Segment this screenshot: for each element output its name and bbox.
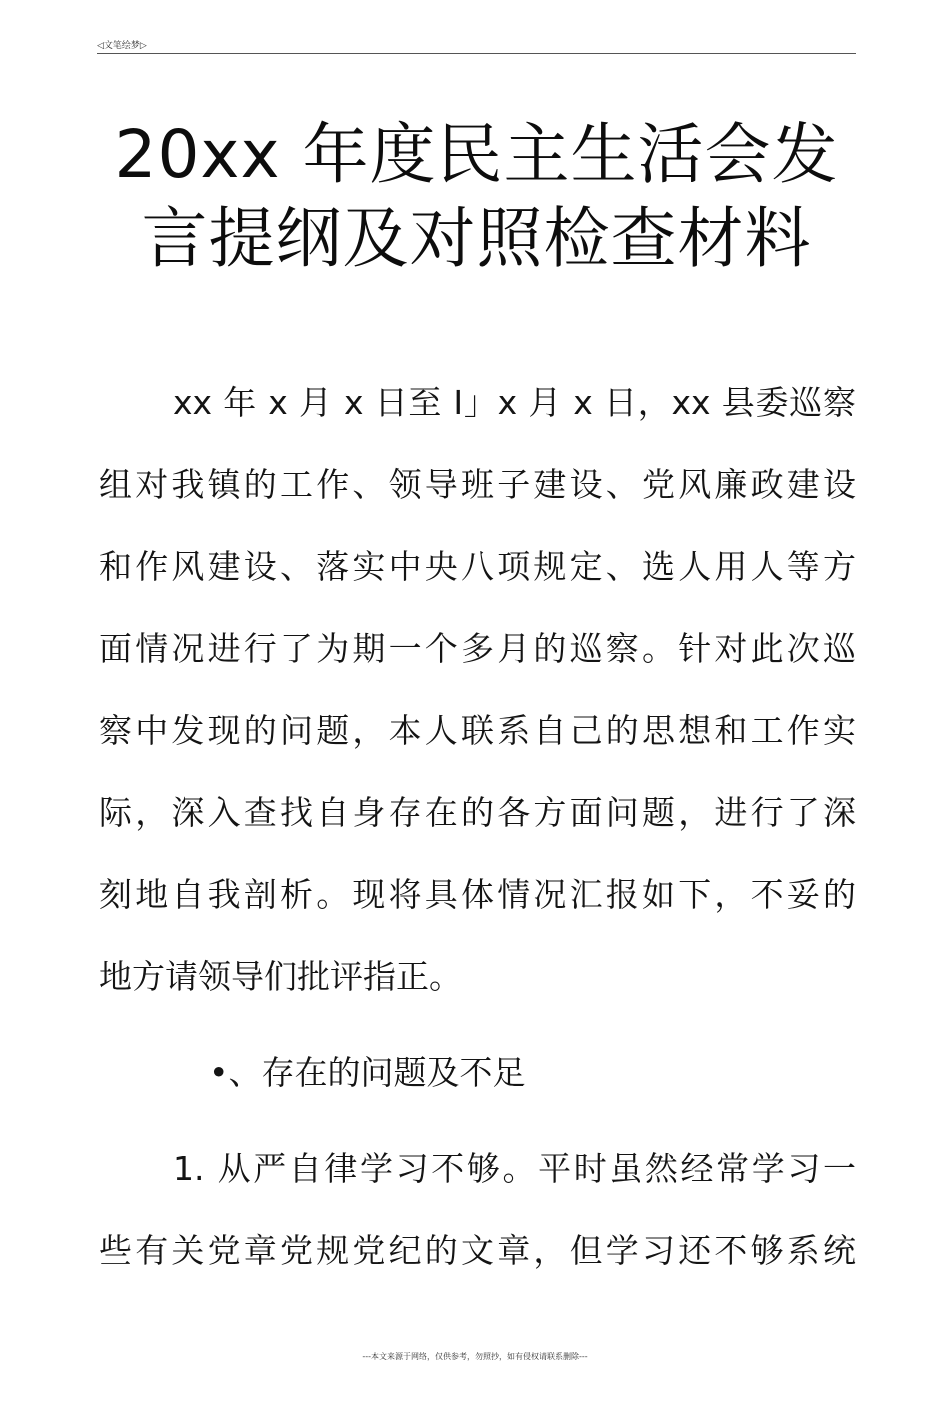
intro-line-5: 察中发现的问题，本人联系自己的思想和工作实 bbox=[99, 711, 856, 750]
item-1-line-2: 些有关党章党规党纪的文章，但学习还不够系统 bbox=[99, 1231, 856, 1270]
intro-line-2: 组对我镇的工作、领导班子建设、党风廉政建设 bbox=[99, 465, 856, 504]
intro-line-7: 刻地自我剖析。现将具体情况汇报如下，不妥的 bbox=[99, 875, 856, 914]
item-1-line-1: 1. 从严自律学习不够。平时虽然经常学习一 bbox=[173, 1149, 856, 1188]
document-title bbox=[97, 113, 856, 281]
intro-line-4: 面情况进行了为期一个多月的巡察。针对此次巡 bbox=[99, 629, 856, 668]
intro-line-8: 地方请领导们批评指正。 bbox=[99, 957, 462, 996]
section-heading: •、存在的问题及不足 bbox=[209, 1053, 526, 1092]
intro-line-3: 和作风建设、落实中央八项规定、选人用人等方 bbox=[99, 547, 856, 586]
title-line-1: 20xx 年度民主生活会发 bbox=[114, 116, 839, 193]
intro-line-1: xx 年 x 月 x 日至 I」x 月 x 日，xx 县委巡察 bbox=[173, 383, 856, 422]
document-body bbox=[99, 362, 856, 1292]
intro-paragraph bbox=[99, 362, 856, 1018]
footer-note: ---本文来源于网络，仅供参考，勿照抄，如有侵权请联系删除--- bbox=[362, 1352, 588, 1361]
item-1-paragraph bbox=[99, 1128, 856, 1292]
header-divider bbox=[97, 53, 856, 54]
intro-line-6: 际，深入查找自身存在的各方面问题，进行了深 bbox=[99, 793, 856, 832]
title-line-2: 言提纲及对照检查材料 bbox=[141, 200, 812, 277]
header-mark: ◁文笔绘梦▷ bbox=[97, 41, 147, 51]
